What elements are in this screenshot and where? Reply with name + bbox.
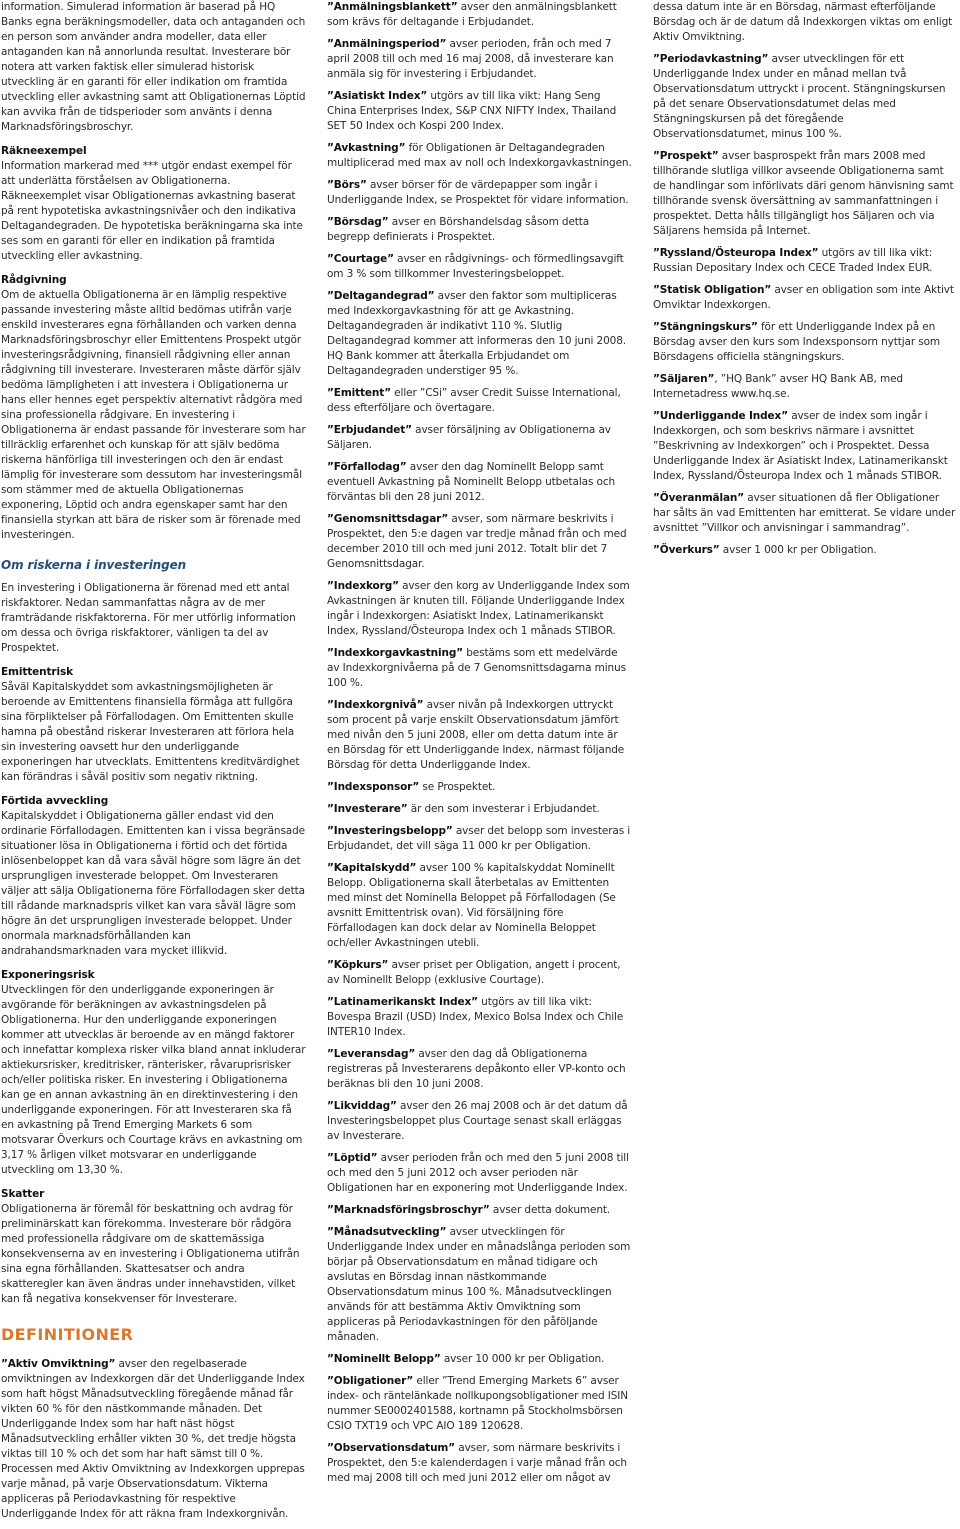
- definition-item: [327, 512, 633, 572]
- definition-term: ”Börsdag”: [327, 216, 389, 228]
- definition-text: utgörs av till lika vikt: Russian Depositary Index och CECE Traded Index EUR.: [653, 247, 933, 274]
- definition-term: ”Latinamerikanskt Index”: [327, 996, 478, 1008]
- definition-text: avser, som närmare beskrivits i Prospektet, den 5:e kalenderdagen i varje månad från och med maj 2008 till och med juni 2012 eller om något av: [327, 1442, 627, 1484]
- definition-term: ”Investerare”: [327, 803, 408, 815]
- definition-item: [653, 409, 959, 484]
- definition-term: ”Aktiv Omviktning”: [1, 1358, 116, 1370]
- definition-item: [327, 995, 633, 1040]
- definition-item: [327, 1047, 633, 1092]
- definition-item: [327, 1225, 633, 1345]
- definition-term: ”Avkastning”: [327, 142, 406, 154]
- definition-term: ”Anmälningsperiod”: [327, 38, 447, 50]
- definition-item: [327, 1099, 633, 1144]
- definition-item: [327, 1151, 633, 1196]
- emittentrisk-paragraph: Såväl Kapitalskyddet som avkastningsmöjligheten är beroende av Emittentens finansiella förmåga att fullgöra sina förpliktelser på Förfallodagen. Om Emittenten skulle hamna på obestånd riskerar Investeraren att förlora hela sin investering oavsett hur den underliggande exponeringen har utvecklats. Emittentens kreditvärdighet kan förändras i såväl positiv som negativ riktning.: [1, 681, 300, 783]
- definition-term: ”Indexkorg”: [327, 580, 399, 592]
- definition-text: bestäms som ett medelvärde av Indexkorgnivåerna på de 7 Genomsnittsdagarna minus 100 %.: [327, 647, 626, 689]
- definition-item: [653, 372, 959, 402]
- continued-definition-paragraph: dessa datum inte är en Börsdag, närmast efterföljande Börsdag och är de datum då Indexkorgen viktas om enligt Aktiv Omviktning.: [653, 1, 953, 43]
- definition-item: [327, 89, 633, 134]
- definition-item: [327, 824, 633, 854]
- definition-item: [653, 283, 959, 313]
- definition-text: avser utvecklingen för ett Underliggande Index under en månad mellan två Observationsdatum uttryckt i procent. Stängningskursen på det senare Observationsdatumet delas med Stängningskursen på det föregående Observationsdatumet, minus 100 %.: [653, 53, 946, 140]
- definition-text: eller ”CSi” avser Credit Suisse International, dess efterföljare och övertagare.: [327, 387, 621, 414]
- definition-term: ”Löptid”: [327, 1152, 378, 1164]
- definition-text: avser den 26 maj 2008 och är det datum då Investeringsbeloppet plus Courtage senast skall erläggas av Investerare.: [327, 1100, 628, 1142]
- definition-text: eller ”Trend Emerging Markets 6” avser index- och räntelänkade nollkupongsobligationer med ISIN nummer SE0002401588, kortnamn på Stockholmsbörsen CSIO TXT19 och VPC AIO 189 120628.: [327, 1375, 628, 1432]
- definition-term: ”Ryssland/Östeuropa Index”: [653, 247, 819, 259]
- definition-item: [327, 1374, 633, 1434]
- definition-term: ”Överanmälan”: [653, 492, 745, 504]
- definition-item: [327, 423, 633, 453]
- definition-term: ”Kapitalskydd”: [327, 862, 417, 874]
- definition-item: [653, 246, 959, 276]
- definition-item: [327, 958, 633, 988]
- definition-term: ”Periodavkastning”: [653, 53, 769, 65]
- definition-term: ”Förfallodag”: [327, 461, 407, 473]
- definition-item: [327, 579, 633, 639]
- definition-item: [327, 141, 633, 171]
- radgivning-heading: Rådgivning: [1, 274, 67, 286]
- definition-term: ”Underliggande Index”: [653, 410, 788, 422]
- definition-text: avser nivån på Indexkorgen uttryckt som procent på varje enskilt Observationsdatum jämfört med nivån den 5 juni 2008, eller om detta datum inte är en Börsdag för ett Underliggande Index, närmast följande Börsdag för detta Underliggande Index.: [327, 699, 625, 771]
- definitions-heading: DEFINITIONER: [1, 1325, 134, 1344]
- definition-term: ”Stängningskurs”: [653, 321, 758, 333]
- definition-text: utgörs av till lika vikt: Hang Seng China Enterprises Index, S&P CNX NIFTY Index, Thailand SET 50 Index och Kospi 200 Index.: [327, 90, 617, 132]
- definition-item: [327, 1352, 633, 1367]
- skatter-heading: Skatter: [1, 1188, 45, 1200]
- definition-item: [327, 460, 633, 505]
- definition-term: ”Observationsdatum”: [327, 1442, 456, 1454]
- definition-item: [1, 1357, 307, 1522]
- definition-term: ”Investeringsbelopp”: [327, 825, 453, 837]
- radgivning-paragraph: Om de aktuella Obligationerna är en lämplig respektive passande investering måste alltid bedömas utifrån varje enskild investerares egna förhållanden och varken denna Marknadsföringsbroschyr eller Emittentens Prospekt utgör investeringsrådgivning, finansiell rådgivning eller annan rådgivning till investerare. Investeraren måste därför själv bedöma lämpligheten i att investera i Obligationerna ur hans eller hennes eget perspektiv alternativt rådgöra med sina professionella rådgivare. En investering i Obligationerna är endast passande för investerare som har tillräcklig erfarenhet och kunskap för att själv bedöma riskerna hänförliga till investeringen och den är endast lämplig för investerare som dessutom har investeringsmål som stämmer med de aktuella Obligationernas exponering, Löptid och andra egenskaper samt har den finansiella styrkan att bära de risker som är förenade med investeringen.: [1, 289, 306, 541]
- fortida-avveckling-heading: Förtida avveckling: [1, 795, 109, 807]
- definition-text: avser detta dokument.: [489, 1204, 611, 1216]
- definition-term: ”Statisk Obligation”: [653, 284, 772, 296]
- exponeringsrisk-heading: Exponeringsrisk: [1, 969, 95, 981]
- definition-term: ”Anmälningsblankett”: [327, 1, 458, 13]
- risks-section-heading: Om riskerna i investeringen: [1, 558, 187, 572]
- definition-text: avser de index som ingår i Indexkorgen, och som beskrivs närmare i avsnittet ”Beskrivning av Indexkorgen” och i Prospektet. Dessa Underliggande Index är Asiatiskt Index, Latinamerikanskt Index, Ryssland/Östeuropa Index och 1 månads STIBOR.: [653, 410, 948, 482]
- definition-item: [653, 52, 959, 142]
- definition-text: avser situationen då fler Obligationer har sålts än vad Emittenten har emitterat. Se vidare under avsnittet ”Villkor och anvisningar i sammandrag”.: [653, 492, 956, 534]
- definition-term: ”Leveransdag”: [327, 1048, 416, 1060]
- rakneexempel-heading: Räkneexempel: [1, 145, 87, 157]
- definition-text: avser 1 000 kr per Obligation.: [719, 544, 877, 556]
- definition-term: ”Indexkorgavkastning”: [327, 647, 464, 659]
- definition-term: ”Börs”: [327, 179, 367, 191]
- definition-item: [653, 320, 959, 365]
- skatter-paragraph: Obligationerna är föremål för beskattning och avdrag för preliminärskatt kan förekomma. Investerare bör rådgöra med professionella rådgivare om de skattemässiga konsekvenserna av en investering i Obligationerna utifrån sina egna förhållanden. Skattesatser och andra skatteregler kan även ändras under innehavstiden, vilket kan få negativa konsekvenser för Investerare.: [1, 1203, 300, 1305]
- definition-text: avser priset per Obligation, angett i procent, av Nominellt Belopp (exklusive Courtage).: [327, 959, 621, 986]
- definition-item: [653, 149, 959, 239]
- definition-text: avser den dag Nominellt Belopp samt eventuell Avkastning på Nominellt Belopp utbetalas och förväntas bli den 28 juni 2012.: [327, 461, 616, 503]
- definition-item: [653, 543, 959, 558]
- definition-term: ”Månadsutveckling”: [327, 1226, 447, 1238]
- definition-term: ”Indexkorgnivå”: [327, 699, 424, 711]
- column-middle: [327, 0, 633, 1493]
- definition-item: [327, 289, 633, 379]
- definition-text: avser en Börshandelsdag såsom detta begrepp definierats i Prospektet.: [327, 216, 590, 243]
- definition-text: avser, som närmare beskrivits i Prospektet, den 5:e dagen var tredje månad från och med december 2010 till och med juni 2012. Totalt blir det 7 Genomsnittsdagar.: [327, 513, 627, 570]
- definition-text: se Prospektet.: [419, 781, 496, 793]
- definition-text: avser 10 000 kr per Obligation.: [440, 1353, 605, 1365]
- rakneexempel-paragraph: Information markerad med *** utgör endast exempel för att underlätta förståelsen av Obligationerna. Räkneexemplet visar Obligationernas avkastning baserat på rent hypotetiska avkastningsnivåer och den indikativa Deltagandegraden. De hypotetiska beräkningarna ska inte ses som en garanti för eller en indikation på framtida utveckling eller avkastning.: [1, 160, 303, 262]
- definition-item: [327, 802, 633, 817]
- emittentrisk-heading: Emittentrisk: [1, 666, 73, 678]
- definition-text: , ”HQ Bank” avser HQ Bank AB, med Internetadress www.hq.se.: [653, 373, 903, 400]
- definition-text: för Obligationen är Deltagandegraden multiplicerad med max av noll och Indexkorgavkastningen.: [327, 142, 632, 169]
- definition-item: [327, 1441, 633, 1486]
- definition-item: [653, 491, 959, 536]
- fortida-avveckling-paragraph: Kapitalskyddet i Obligationerna gäller endast vid den ordinarie Förfallodagen. Emittenten kan i vissa begränsade situationer lösa in Obligationerna i förtid och det förtida inlösenbeloppet kan då vara såväl högre som lägre än det ursprungligen investerade beloppet. Om Investeraren väljer att sälja Obligationerna före Förfallodagen sker detta till rådande marknadspris vilket kan vara såväl lägre som högre än det ursprungligen investerade beloppet. Under onormala marknadsförhållanden kan andrahandsmarknaden vara mycket illikvid.: [1, 810, 305, 957]
- definition-term: ”Nominellt Belopp”: [327, 1353, 441, 1365]
- definition-term: ”Obligationer”: [327, 1375, 414, 1387]
- definition-term: ”Deltagandegrad”: [327, 290, 435, 302]
- definition-text: avser den korg av Underliggande Index som Avkastningen är knuten till. Följande Underliggande Index ingår i Indexkorgen: Asiatiskt Index, Latinamerikanskt Index, Ryssland/Östeuropa Index och 1 månads STIBOR.: [327, 580, 630, 637]
- definition-term: ”Marknadsföringsbroschyr”: [327, 1204, 490, 1216]
- definition-term: ”Asiatiskt Index”: [327, 90, 428, 102]
- definition-text: avser den regelbaserade omviktningen av Indexkorgen där det Underliggande Index som haft högst Månadsutveckling föregående månad får vikten 60 % för den nästkommande månaden. Det Underliggande Index som har haft näst högst Månadsutveckling erhåller vikten 30 %, det tredje högsta viktas till 10 % och det som har haft sämst till 0 %. Processen med Aktiv Omviktning av Indexkorgen upprepas varje månad, på varje Observationsdatum. Vikterna appliceras på Periodavkastning för respektive Underliggande Index för att räkna fram Indexkorgnivån.: [1, 1358, 305, 1520]
- definition-term: ”Prospekt”: [653, 150, 719, 162]
- definition-term: ”Överkurs”: [653, 544, 720, 556]
- definition-term: ”Genomsnittsdagar”: [327, 513, 449, 525]
- definition-item: [327, 215, 633, 245]
- definition-text: avser perioden från och med den 5 juni 2008 till och med den 5 juni 2012 och avser perioden när Obligationen har en exponering mot Underliggande Index.: [327, 1152, 629, 1194]
- intro-paragraph: information. Simulerad information är baserad på HQ Banks egna beräkningsmodeller, data och antaganden och en person som använder andra modeller, data eller antaganden kan nå annorlunda resultat. Investerare bör notera att varken faktisk eller simulerad historisk utveckling är en garanti för eller indikation om framtida utveckling eller avkastning samt att Obligationernas Löptid kan avvika från de tidsperioder som använts i denna Marknadsföringsbroschyr.: [1, 1, 306, 133]
- definition-item: [327, 0, 633, 30]
- risks-intro-paragraph: En investering i Obligationerna är förenad med ett antal riskfaktorer. Nedan sammanfattas några av de mer framträdande riskfaktorerna. För mer utförlig information om dessa och övriga riskfaktorer, vänligen ta del av Prospektet.: [1, 582, 296, 654]
- definition-text: är den som investerar i Erbjudandet.: [407, 803, 600, 815]
- definition-text: för ett Underliggande Index på en Börsdag avser den kurs som Indexsponsorn nyttjar som Börsdagens officiella stängningskurs.: [653, 321, 940, 363]
- definition-item: [327, 37, 633, 82]
- definition-text: utgörs av till lika vikt: Bovespa Brazil (USD) Index, Mexico Bolsa Index och Chile INTER10 Index.: [327, 996, 624, 1038]
- definition-text: avser en obligation som inte Aktivt Omviktar Indexkorgen.: [653, 284, 954, 311]
- definition-text: avser det belopp som investeras i Erbjudandet, det vill säga 11 000 kr per Obligation.: [327, 825, 631, 852]
- definition-item: [327, 646, 633, 691]
- definition-item: [327, 252, 633, 282]
- definition-term: ”Indexsponsor”: [327, 781, 420, 793]
- definition-term: ”Köpkurs”: [327, 959, 389, 971]
- definition-term: ”Courtage”: [327, 253, 394, 265]
- definition-item: [327, 698, 633, 773]
- column-left: [1, 0, 307, 1529]
- definition-text: avser den faktor som multipliceras med Indexkorgavkastning för att ge Avkastning. Deltagandegraden är indikativt 110 %. Slutlig Deltagandegrad kommer att informeras den 10 juni 2008. HQ Bank kommer att återkalla Erbjudandet om Deltagandegraden understiger 95 %.: [327, 290, 626, 377]
- definition-item: [327, 861, 633, 951]
- definition-term: ”Likviddag”: [327, 1100, 397, 1112]
- definition-item: [327, 386, 633, 416]
- definition-text: avser 100 % kapitalskyddat Nominellt Belopp. Obligationerna skall återbetalas av Emittenten med minst det Nominella Beloppet på Förfallodagen (Se avsnitt Emittentrisk ovan). Vid försäljning före Förfallodagen kan dock delar av Nominella Beloppet och/eller Avkastningen utebli.: [327, 862, 616, 949]
- exponeringsrisk-paragraph: Utvecklingen för den underliggande exponeringen är avgörande för beräkningen av avkastningsdelen på Obligationerna. Hur den underliggande exponeringen kommer att utvecklas är beroende av en mängd faktorer och innefattar komplexa risker vilka bland annat inkluderar aktiekursrisker, kreditrisker, ränterisker, råvaruprisrisker och/eller politiska risker. En investering i Obligationerna kan ge en annan avkastning än en direktinvestering i den underliggande exponeringen. För att Investeraren ska få en avkastning på Trend Emerging Markets 6 som motsvarar Överkurs och Courtage krävs en avkastning om 3,17 % årligen vilket motsvarar en underliggande utveckling om 13,30 %.: [1, 984, 306, 1176]
- definition-item: [327, 1203, 633, 1218]
- definition-term: ”Emittent”: [327, 387, 391, 399]
- definition-text: avser den dag då Obligationerna registreras på Investerarens depåkonto eller VP-konto och beräknas bli den 10 juni 2008.: [327, 1048, 626, 1090]
- definition-text: avser den anmälningsblankett som krävs för deltagande i Erbjudandet.: [327, 1, 617, 28]
- definition-item: [327, 780, 633, 795]
- definition-text: avser försäljning av Obligationerna av Säljaren.: [327, 424, 611, 451]
- definition-text: avser börser för de värdepapper som ingår i Underliggande Index, se Prospektet för vidare information.: [327, 179, 629, 206]
- definition-text: avser en rådgivnings- och förmedlingsavgift om 3 % som tillkommer Investeringsbeloppet.: [327, 253, 624, 280]
- definition-text: avser basprospekt från mars 2008 med tillhörande slutliga villkor avseende Obligationerna samt de handlingar som införlivats däri genom hänvisning samt tillhörande svensk översättning av sammanfattningen i prospektet. Detta hålls tillgängligt hos Säljaren och via Säljarens hemsida på Internet.: [653, 150, 954, 237]
- definition-text: avser utvecklingen för Underliggande Index under en månadslånga perioden som börjar på Observationsdatum en månad tidigare och avslutas en Börsdag innan nästkommande Observationsdatum minus 100 %. Månadsutvecklingen används för att bestämma Aktiv Omviktning som appliceras på Periodavkastningen för den påföljande månaden.: [327, 1226, 631, 1343]
- definition-text: avser perioden, från och med 7 april 2008 till och med 16 maj 2008, då investerare kan anmäla sig för investering i Erbjudandet.: [327, 38, 614, 80]
- definition-term: ”Säljaren”: [653, 373, 715, 385]
- definition-term: ”Erbjudandet”: [327, 424, 412, 436]
- definition-item: [327, 178, 633, 208]
- column-right: [653, 0, 959, 565]
